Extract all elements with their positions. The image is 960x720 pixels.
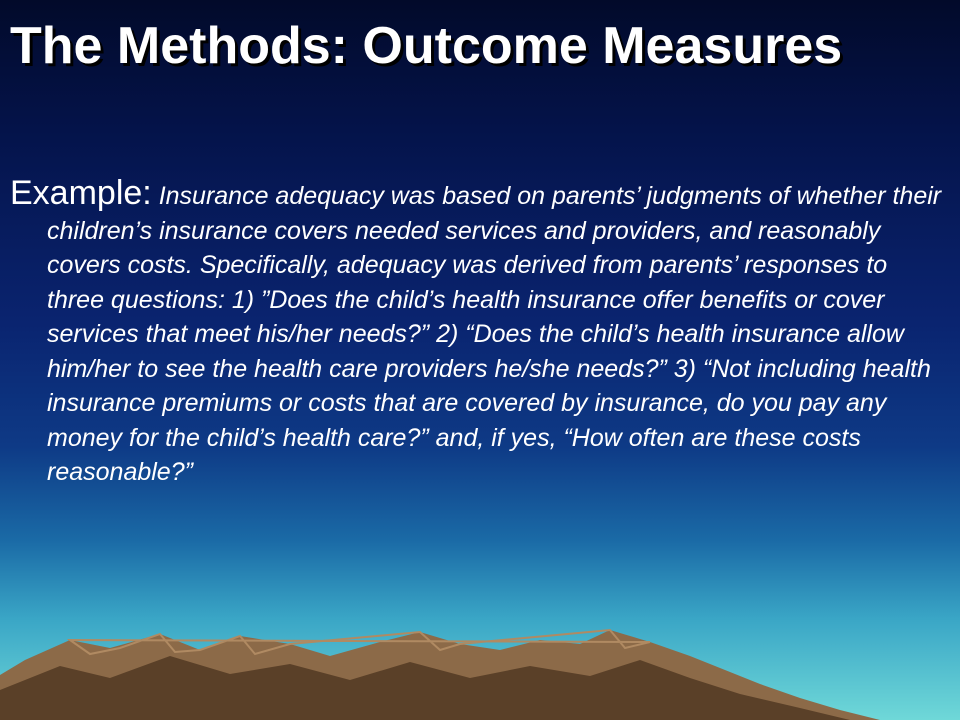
example-text: Insurance adequacy was based on parents’ judgments of whether their children’s insurance covers needed services and providers, and reasonably covers costs. Specifically, adequacy was derived from parents’ responses to three questions: 1) ”Does the child’s health insurance offer benefits or cover services that meet his/her needs?” 2) “Does the child’s health insurance allow him/her to see the health care providers he/she needs?” 3) “Not including health insurance premiums or costs that are covered by insurance, do you pay any money for the child’s health care?” and, if yes, “How often are these costs reasonable?” xyxy=(47,182,942,486)
example-paragraph xyxy=(10,176,950,490)
slide-body xyxy=(10,176,950,490)
slide-title: The Methods: Outcome Measures xyxy=(10,17,843,75)
example-label: Example: xyxy=(10,174,152,212)
mountain-range-illustration xyxy=(0,620,960,720)
